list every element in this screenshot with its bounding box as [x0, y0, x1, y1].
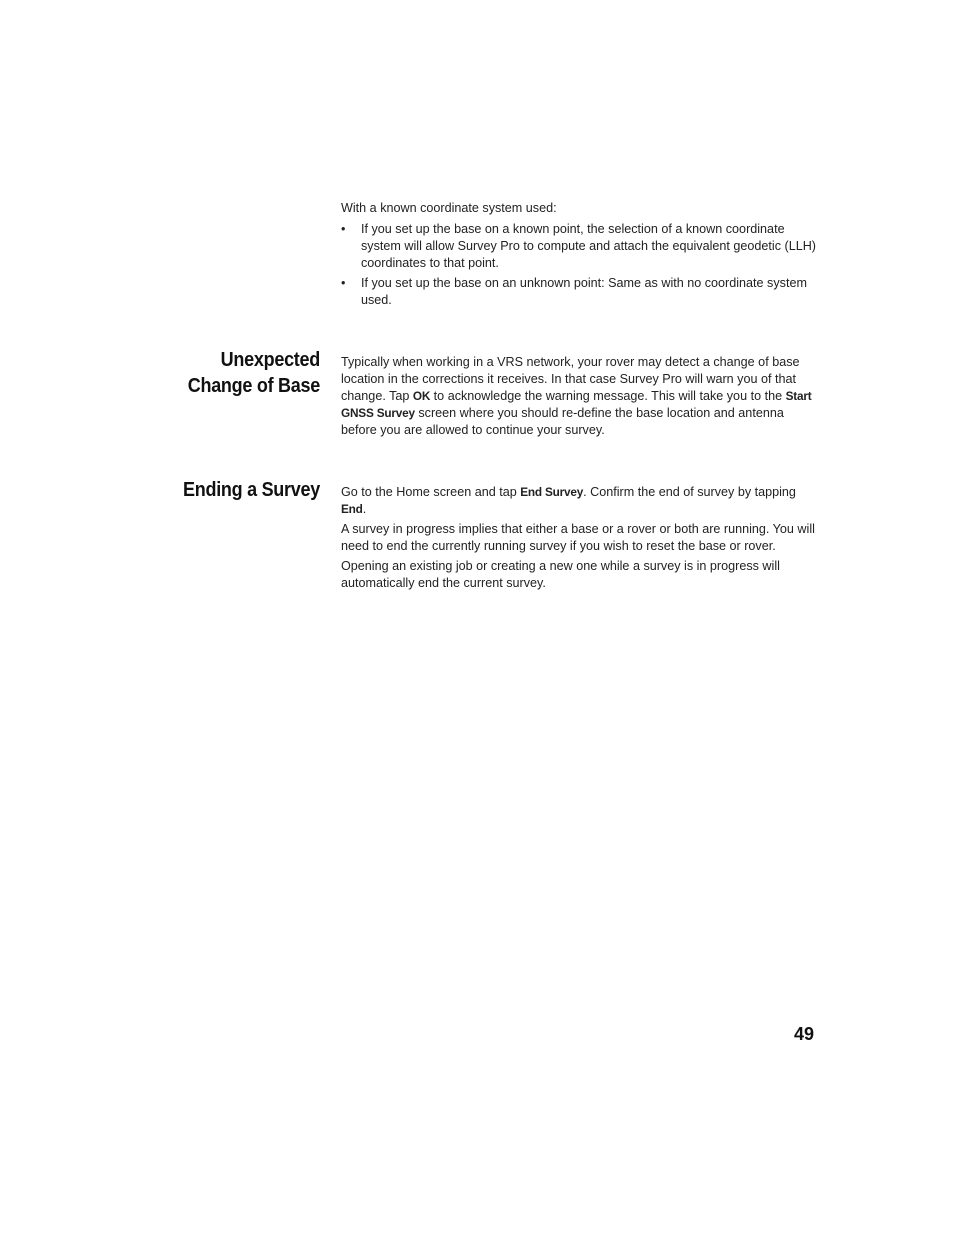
text-run: . Confirm the end of survey by tapping — [583, 485, 796, 499]
end-survey-reference: End Survey — [520, 485, 584, 499]
bullet-text: If you set up the base on an unknown point: Same as with no coordinate system used. — [361, 276, 807, 307]
unexpected-change-paragraph — [341, 354, 816, 439]
unexpected-change-heading — [140, 347, 320, 399]
list-item — [341, 221, 816, 272]
ok-button-reference: OK — [412, 389, 431, 403]
ending-survey-section — [341, 484, 816, 595]
intro-bullet-list — [341, 221, 816, 309]
text-run: Typically when working in a VRS network, your rover may detect a change of base location in the corrections it receives. In that case Survey Pro will warn you of that change. Tap — [341, 355, 800, 403]
text-run: to acknowledge the warning message. This will take you to the — [430, 389, 786, 403]
ending-survey-paragraph-2: A survey in progress implies that either a base or a rover or both are running. You will need to end the currently running survey if you wish to reset the base or rover. — [341, 522, 815, 553]
bullet-icon: • — [341, 222, 346, 236]
heading-line: Unexpected — [220, 349, 320, 371]
bullet-icon: • — [341, 276, 346, 290]
intro-section — [341, 200, 816, 312]
ending-survey-paragraph-1 — [341, 484, 816, 518]
text-run: Go to the Home screen and tap — [341, 485, 521, 499]
text-run: . — [362, 502, 367, 516]
ending-survey-paragraph-3: Opening an existing job or creating a new one while a survey is in progress will automatically end the current survey. — [341, 559, 780, 590]
start-gnss-survey-reference: Start GNSS Survey — [341, 389, 812, 420]
ending-survey-heading: Ending a Survey — [183, 479, 320, 501]
page-number: 49 — [793, 1024, 814, 1044]
bullet-text: If you set up the base on a known point, the selection of a known coordinate system will allow Survey Pro to compute and attach the equivalent geodetic (LLH) coordinates to that point. — [361, 222, 817, 270]
text-run: screen where you should re-define the base location and antenna before you are allowed to continue your survey. — [341, 406, 784, 437]
list-item — [341, 275, 816, 309]
intro-lead: With a known coordinate system used: — [341, 201, 557, 215]
unexpected-change-section — [341, 354, 816, 439]
heading-line: Change of Base — [187, 375, 320, 397]
end-reference: End — [341, 502, 363, 516]
